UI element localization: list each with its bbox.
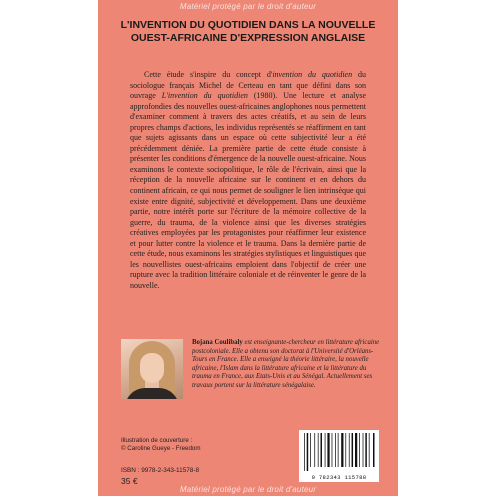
author-name: Bojana Coulibaly [192,339,243,346]
barcode [299,430,379,482]
book-title [108,19,388,45]
author-bio-text: est enseignante-chercheur en littérature africaine postcoloniale. Elle a obtenu son doctorat à l'Université d'Orléans-Tours en France. Elle a enseigné la théorie littéraire, la nouvelle africaine, l'Islam dans la littérature africaine et la littérature du trauma en France, aux Etats-Unis et au Sénégal. Actuellement ses travaux portent sur la littérature sénégalaise. [192,339,380,389]
barcode-bars [303,433,375,471]
isbn: ISBN : 9978-2-343-11578-8 [121,467,200,474]
summary-text-part-1: Cette étude s'inspire du concept d' [144,70,273,79]
cover-credits [121,437,201,453]
summary-text-part-3: (1980). Une lecture et analyse approfondies des nouvelles ouest-africaines anglophones nous permettent d'examiner comment à travers des actes créatifs, et au sein de leurs propres champs d'actions, les individus représentés se réaffirment en tant que sujets agissants dans un espace où cette subjectivité leur a été précédemment déniée. La première partie de cette étude consiste à présenter les conditions d'émergence de la nouvelle ouest-africaine. Nous examinons le contexte sociopolitique, le rôle de l'écrivain, ainsi que la réception de la nouvelle africaine sur le continent et en dehors du continent africain, ce qui nous permet de souligner le lien intrinsèque qui existe entre dignité, subjectivité et développement. Dans une deuxième partie, notre intérêt porte sur l'écriture de la mémoire collective de la guerre, du trauma, de la violence ainsi que les diverses stratégies créatives employées par les protagonistes pour réaffirmer leur existence et pour lutter contre la violence et le trauma. Dans la dernière partie de cette étude, nous examinons les stratégies stylistiques et linguistiques que les nouvellistes ouest-africains emploient dans l'objectif de créer une rupture avec la tradition littéraire coloniale et de réinventer le genre de la nouvelle. [130,91,367,290]
credits-line-1: Illustration de couverture : [121,437,193,444]
watermark-bottom: Matériel protégé par le droit d'auteur [179,485,317,494]
book-title-line-1: L'INVENTION DU QUOTIDIEN DANS LA NOUVELLE [120,19,376,31]
price: 35 € [121,476,138,486]
summary-text-part-2: du sociologue français Michel de Certeau en tant que défini dans son ouvrage [130,70,367,101]
credits-line-2: © Caroline Gueye - Freedom [121,445,201,452]
summary-emphasis-concept: invention du quotidien [272,70,353,79]
summary-paragraph [130,70,366,291]
back-cover [98,0,398,496]
author-bio [192,339,380,391]
author-photo [121,339,183,399]
summary-emphasis-book-title: L'invention du quotidien [161,91,248,101]
watermark-top: Matériel protégé par le droit d'auteur [179,2,317,11]
book-title-line-2: OUEST-AFRICAINE D'EXPRESSION ANGLAISE [130,32,366,44]
barcode-digits: 9 782343 115788 [311,474,367,481]
